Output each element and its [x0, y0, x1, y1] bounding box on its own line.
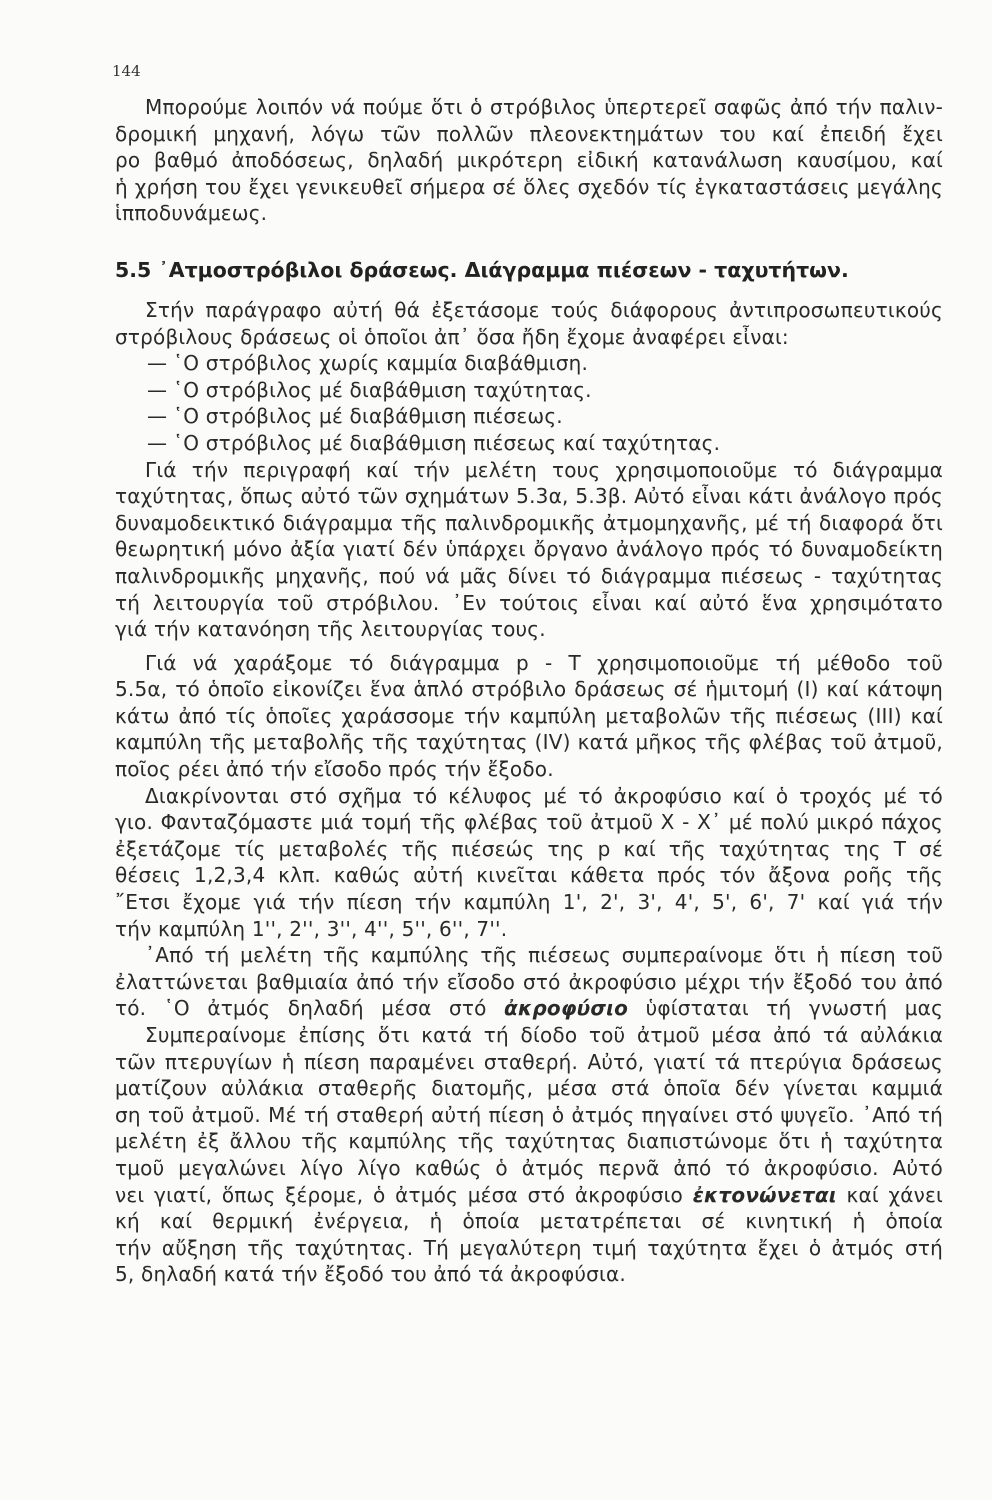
text-run: καί χάνει — [846, 1182, 943, 1207]
list-item — [115, 350, 943, 377]
turbine-list — [115, 350, 943, 456]
text-line: Συμπεραίνομε ἐπίσης ὅτι κατά τή δίοδο τοῦ ἀτμοῦ μέσα ἀπό τά αὐλάκια — [145, 1023, 943, 1047]
text-line: ταχύτητας, ὅπως αὐτό τῶν σχημάτων 5.3α, 5.3β. Αὐτό εἶναι κάτι ἀνάλογο πρός — [115, 484, 943, 509]
text-line: τῶν πτερυγίων ἡ πίεση παραμένει σταθερή. Αὐτό, γιατί τά πτερύγια δράσεως — [115, 1049, 943, 1074]
emphasis-nozzle: ἀκροφύσιο — [504, 996, 629, 1021]
text-line: Διακρίνονται στό σχῆμα τό κέλυφος μέ τό ἀκροφύσιο καί ὁ τροχός μέ τό — [145, 783, 943, 808]
list-item-text: ῾Ο στρόβιλος μέ διαβάθμιση ταχύτητας. — [173, 377, 592, 402]
text-line: 5, δηλαδή κατά τήν ἔξοδό του ἀπό τά ἀκροφύσια. — [115, 1262, 626, 1287]
text-line: ποῖος ρέει ἀπό τήν εἴσοδο πρός τήν ἔξοδο. — [115, 757, 554, 782]
list-item-text: ῾Ο στρόβιλος μέ διαβάθμιση πιέσεως. — [173, 404, 563, 429]
text-line: ματίζουν αὐλάκια σταθερῆς διατομῆς, μέσα στά ὁποῖα δέν γίνεται καμμιά — [115, 1076, 943, 1101]
text-line: θέσεις 1,2,3,4 κλπ. καθώς αὐτή κινεῖται κάθετα πρός τόν ἄξονα ροῆς τῆς — [115, 863, 943, 888]
text-line: καμπύλη τῆς μεταβολῆς τῆς ταχύτητας (IV) κατά μῆκος τῆς φλέβας τοῦ ἀτμοῦ, — [115, 730, 943, 755]
list-item — [115, 430, 943, 457]
text-line: ἡ χρήση του ἔχει γενικευθεῖ σήμερα σέ ὅλες σχεδόν τίς ἐγκαταστάσεις μεγάλης — [115, 174, 943, 199]
text-line: ἐλαττώνεται βαθμιαία ἀπό τήν εἴσοδο στό ἀκροφύσιο μέχρι τήν ἔξοδό του ἀπό — [115, 969, 943, 994]
paragraph-4 — [115, 783, 943, 943]
text-line: Στήν παράγραφο αὐτή θά ἐξετάσομε τούς διάφορους ἀντιπροσωπευτικούς — [145, 297, 943, 322]
page-body — [115, 94, 943, 1288]
text-line: γιά τήν κατανόηση τῆς λειτουργίας τους. — [115, 617, 546, 642]
list-item — [115, 403, 943, 430]
bullet-dash: — — [147, 351, 168, 376]
text-line: Γιά νά χαράξομε τό διάγραμμα p - T χρησιμοποιοῦμε τή μέθοδο τοῦ — [145, 650, 943, 675]
bullet-dash: — — [147, 430, 168, 455]
text-line: ᾿Από τή μελέτη τῆς καμπύλης τῆς πιέσεως συμπεραίνομε ὅτι ἡ πίεση τοῦ — [145, 943, 943, 968]
text-line: ρο βαθμό ἀποδόσεως, δηλαδή μικρότερη εἰδική κατανάλωση καυσίμου, καί — [115, 148, 943, 173]
paragraph-6 — [115, 1022, 943, 1288]
paragraph-3 — [115, 650, 943, 783]
text-line: θεωρητική μόνο ἀξία γιατί δέν ὑπάρχει ὄργανο ἀνάλογο πρός τό δυναμοδείκτη — [115, 537, 943, 562]
text-line — [115, 1182, 943, 1209]
text-line: Μπορούμε λοιπόν νά πούμε ὅτι ὁ στρόβιλος ὑπερτερεῖ σαφῶς ἀπό τήν παλιν- — [145, 95, 943, 119]
text-line — [115, 995, 943, 1022]
bullet-dash: — — [147, 377, 168, 402]
text-line: ἱπποδυνάμεως. — [115, 201, 268, 226]
text-line: Γιά τήν περιγραφή καί τήν μελέτη τους χρησιμοποιοῦμε τό διάγραμμα — [145, 457, 943, 482]
intro-paragraph — [115, 94, 943, 227]
text-line: γιο. Φανταζόμαστε μιά τομή τῆς φλέβας τοῦ ἀτμοῦ Χ - Χ᾿ μέ πολύ μικρό πάχος — [115, 810, 943, 835]
text-line: μελέτη ἐξ ἄλλου τῆς καμπύλης τῆς ταχύτητας διαπιστώνομε ὅτι ἡ ταχύτητα — [115, 1129, 943, 1154]
text-line: δυναμοδεικτικό διάγραμμα τῆς παλινδρομικῆς ἀτμομηχανῆς, μέ τή διαφορά ὅτι — [115, 510, 943, 535]
text-line: ση τοῦ ἀτμοῦ. Μέ τή σταθερή αὐτή πίεση ὁ ἀτμός πηγαίνει στό ψυγεῖο. ᾿Από τή — [115, 1102, 943, 1127]
page-number: 144 — [112, 62, 141, 80]
text-line: ῎Ετσι ἔχομε γιά τήν πίεση τήν καμπύλη 1', 2', 3', 4', 5', 6', 7' καί γιά τήν — [115, 890, 943, 915]
text-line: ἐξετάζομε τίς μεταβολές τῆς πιέσεώς της p καί τῆς ταχύτητας της Τ σέ — [115, 836, 943, 861]
list-item — [115, 377, 943, 404]
section-heading: 5.5 ᾿Ατμοστρόβιλοι δράσεως. Διάγραμμα πιέσεων - ταχυτήτων. — [115, 257, 849, 282]
text-line: κή καί θερμική ἐνέργεια, ἡ ὁποία μετατρέπεται σέ κινητική ἡ ὁποία — [115, 1209, 943, 1234]
text-line: τή λειτουργία τοῦ στρόβιλου. ᾿Εν τούτοις εἶναι καί αὐτό ἕνα χρησιμότατο — [115, 590, 943, 615]
text-line: δρομική μηχανή, λόγω τῶν πολλῶν πλεονεκτημάτων του καί ἐπειδή ἔχει — [115, 121, 943, 146]
paragraph-1 — [115, 297, 943, 350]
text-line: παλινδρομικῆς μηχανῆς, πού νά μᾶς δίνει τό διάγραμμα πιέσεως - ταχύτητας — [115, 563, 943, 588]
paragraph-5 — [115, 942, 943, 1022]
text-line: τήν καμπύλη 1'', 2'', 3'', 4'', 5'', 6'', 7''. — [115, 916, 508, 941]
text-line: στρόβιλους δράσεως οἱ ὁποῖοι ἀπ᾿ ὅσα ἤδη ἔχομε ἀναφέρει εἶναι: — [115, 324, 789, 349]
text-line: τμοῦ μεγαλώνει λίγο λίγο καθώς ὁ ἀτμός περνᾶ ἀπό τό ἀκροφύσιο. Αὐτό — [115, 1155, 943, 1180]
text-line: τήν αὔξηση τῆς ταχύτητας. Τή μεγαλύτερη τιμή ταχύτητα ἔχει ὁ ἀτμός στή — [115, 1235, 943, 1260]
text-line: 5.5α, τό ὁποῖο εἰκονίζει ἕνα ἁπλό στρόβιλο δράσεως σέ ἡμιτομή (I) καί κάτοψη — [115, 677, 943, 702]
list-item-text: ῾Ο στρόβιλος χωρίς καμμία διαβάθμιση. — [173, 351, 589, 376]
text-run: ὑφίσταται τή γνωστή μας — [628, 996, 943, 1021]
text-run: νει γιατί, ὅπως ξέρομε, ὁ ἀτμός μέσα στό ἀκροφύσιο — [115, 1182, 693, 1207]
list-item-text: ῾Ο στρόβιλος μέ διαβάθμιση πιέσεως καί ταχύτητας. — [173, 430, 721, 455]
emphasis-expands: ἐκτονώνεται — [692, 1182, 837, 1207]
paragraph-2 — [115, 457, 943, 643]
text-run: τό. ῾Ο ἀτμός δηλαδή μέσα στό — [115, 996, 505, 1021]
bullet-dash: — — [147, 404, 168, 429]
text-line: κάτω ἀπό τίς ὁποῖες χαράσσομε τήν καμπύλη μεταβολῶν τῆς πιέσεως (III) καί — [115, 703, 943, 728]
